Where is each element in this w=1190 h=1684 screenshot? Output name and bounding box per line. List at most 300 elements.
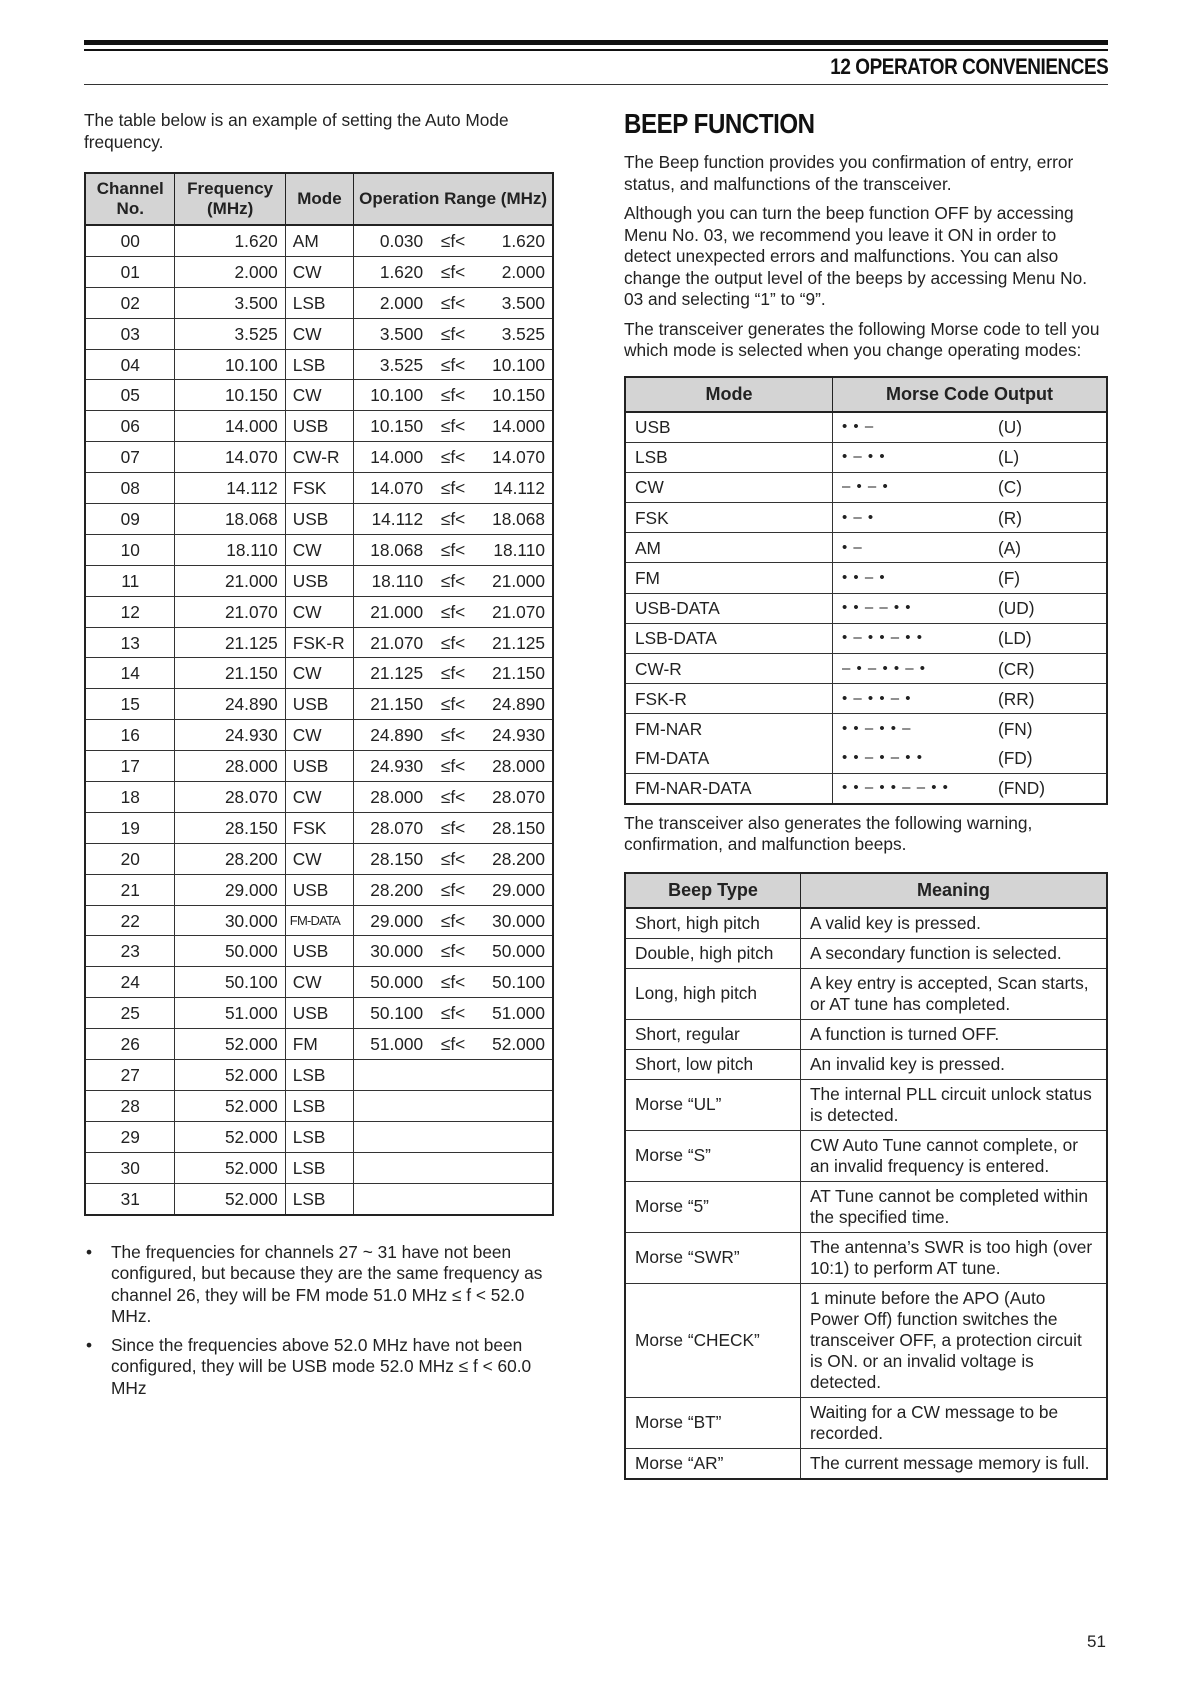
- table-row: [85, 689, 553, 720]
- range-low: 28.000: [370, 786, 424, 807]
- beep-type: Morse “AR”: [625, 1448, 801, 1479]
- frequency: 52.000: [175, 1090, 285, 1121]
- beep-type-table: [624, 872, 1108, 1480]
- range-operator: ≤f<: [440, 663, 466, 684]
- table-row: [625, 908, 1107, 939]
- table-row: [625, 503, 1107, 533]
- beep-type: Short, regular: [625, 1019, 801, 1049]
- range-low: 0.030: [379, 230, 424, 251]
- range-operator: ≤f<: [440, 601, 466, 622]
- mode: USB: [625, 412, 833, 443]
- channel-number: 10: [85, 534, 175, 565]
- header-rule-thin: [84, 49, 1108, 51]
- morse-letter: (FN): [998, 718, 1033, 739]
- table-row: [85, 565, 553, 596]
- range-high: 21.000: [492, 570, 545, 591]
- mode: CW: [285, 782, 353, 813]
- range-high: 28.000: [492, 756, 545, 777]
- header-meaning: Meaning: [801, 873, 1108, 908]
- frequency: 52.000: [175, 1152, 285, 1183]
- channel-number: 24: [85, 967, 175, 998]
- morse-code: • • – – • •: [842, 599, 912, 617]
- mode: CW: [285, 658, 353, 689]
- table-row: [85, 473, 553, 504]
- beep-meaning: A key entry is accepted, Scan starts, or AT tune has completed.: [801, 968, 1108, 1019]
- table-row: [85, 936, 553, 967]
- mode: FSK-R: [285, 627, 353, 658]
- table-row: [625, 1283, 1107, 1397]
- mode: USB: [285, 689, 353, 720]
- range-high: 3.500: [501, 292, 545, 313]
- operation-range: [354, 627, 553, 658]
- table-header-row: [85, 173, 553, 225]
- table-header-row: [625, 377, 1107, 412]
- range-high: 21.125: [492, 632, 545, 653]
- morse-code: • • – • • – – • •: [842, 779, 949, 797]
- range-low: 51.000: [370, 1034, 424, 1055]
- operation-range: [354, 751, 553, 782]
- channel-number: 02: [85, 287, 175, 318]
- morse-output: [833, 773, 1108, 804]
- morse-code: • –: [842, 538, 863, 556]
- operation-range: [354, 782, 553, 813]
- beep-type: Morse “5”: [625, 1181, 801, 1232]
- table-row: [625, 412, 1107, 443]
- range-low: 10.100: [370, 385, 424, 406]
- range-operator: ≤f<: [440, 385, 466, 406]
- table-row: [85, 411, 553, 442]
- note-text: The frequencies for channels 27 ~ 31 have not been configured, but because they are the same frequency as channel 26, they will be FM mode 51.0 MHz ≤ f < 52.0 MHz.: [111, 1241, 543, 1326]
- range-low: 28.150: [370, 848, 424, 869]
- frequency: 50.000: [175, 936, 285, 967]
- table-row: [625, 472, 1107, 502]
- morse-code: • • –: [842, 418, 875, 436]
- range-low: 21.070: [370, 632, 424, 653]
- operation-range: [354, 812, 553, 843]
- table-row: [625, 1049, 1107, 1079]
- channel-number: 12: [85, 596, 175, 627]
- channel-number: 26: [85, 1029, 175, 1060]
- bullet-icon: •: [86, 1334, 93, 1355]
- range-operator: ≤f<: [440, 756, 466, 777]
- channel-number: 20: [85, 843, 175, 874]
- channel-number: 31: [85, 1183, 175, 1214]
- frequency: 28.150: [175, 812, 285, 843]
- operation-range: [354, 874, 553, 905]
- range-operator: ≤f<: [440, 817, 466, 838]
- range-low: 28.200: [370, 879, 424, 900]
- operation-range: [354, 411, 553, 442]
- morse-code: – • – •: [842, 478, 889, 496]
- frequency: 10.100: [175, 349, 285, 380]
- table-row: [625, 1397, 1107, 1448]
- channel-number: 22: [85, 905, 175, 936]
- operation-range: [354, 1121, 553, 1152]
- range-high: 1.620: [501, 230, 545, 251]
- table-row: [625, 773, 1107, 804]
- operation-range: [354, 1152, 553, 1183]
- beep-type: Double, high pitch: [625, 938, 801, 968]
- range-operator: ≤f<: [440, 478, 466, 499]
- mode: LSB: [625, 442, 833, 472]
- header-range: Operation Range (MHz): [354, 173, 553, 225]
- mode: USB: [285, 504, 353, 535]
- range-high: 51.000: [492, 1003, 545, 1024]
- beep-type: Morse “SWR”: [625, 1232, 801, 1283]
- morse-output: [833, 714, 1108, 744]
- table-row: [85, 1183, 553, 1214]
- morse-output: [833, 623, 1108, 653]
- morse-output: [833, 684, 1108, 714]
- beep-meaning: The antenna’s SWR is too high (over 10:1) to perform AT tune.: [801, 1232, 1108, 1283]
- mode: FM-DATA: [285, 905, 353, 936]
- beep-meaning: A function is turned OFF.: [801, 1019, 1108, 1049]
- operation-range: [354, 936, 553, 967]
- range-operator: ≤f<: [440, 230, 466, 251]
- table-row: [625, 714, 1107, 744]
- page-number: 51: [1087, 1632, 1106, 1651]
- frequency: 21.000: [175, 565, 285, 596]
- operation-range: [354, 318, 553, 349]
- range-low: 2.000: [379, 292, 424, 313]
- mode: USB-DATA: [625, 593, 833, 623]
- operation-range: [354, 225, 553, 256]
- table-row: [625, 1181, 1107, 1232]
- paragraph: The transceiver generates the following Morse code to tell you which mode is selected when you change operating modes:: [624, 318, 1100, 360]
- note-item: [84, 1242, 554, 1328]
- mode: LSB: [285, 1152, 353, 1183]
- beep-type: Short, high pitch: [625, 908, 801, 939]
- table-row: [625, 1448, 1107, 1479]
- morse-output: [833, 654, 1108, 684]
- channel-number: 23: [85, 936, 175, 967]
- range-high: 14.112: [493, 478, 545, 499]
- morse-code: • • – • – • •: [842, 749, 923, 767]
- morse-output: [833, 563, 1108, 593]
- frequency: 18.068: [175, 504, 285, 535]
- range-high: 21.070: [492, 601, 545, 622]
- mode: FM-NAR-DATA: [625, 773, 833, 804]
- range-low: 10.150: [370, 416, 424, 437]
- intro-text: The table below is an example of setting the Auto Mode frequency.: [84, 110, 509, 152]
- channel-table: [84, 172, 554, 1216]
- mode: FSK: [625, 503, 833, 533]
- morse-output: [833, 533, 1108, 563]
- mode: CW: [285, 596, 353, 627]
- mode: CW: [285, 380, 353, 411]
- operation-range: [354, 596, 553, 627]
- notes-list: [84, 1242, 554, 1400]
- operation-range: [354, 473, 553, 504]
- mode: CW: [285, 720, 353, 751]
- frequency: 2.000: [175, 256, 285, 287]
- beep-meaning: A valid key is pressed.: [801, 908, 1108, 939]
- range-low: 50.100: [370, 1003, 424, 1024]
- operation-range: [354, 658, 553, 689]
- range-low: 30.000: [370, 941, 424, 962]
- channel-number: 03: [85, 318, 175, 349]
- mode: LSB: [285, 1060, 353, 1091]
- frequency: 30.000: [175, 905, 285, 936]
- beep-meaning: CW Auto Tune cannot complete, or an invalid frequency is entered.: [801, 1130, 1108, 1181]
- morse-code: • • – • • –: [842, 719, 912, 737]
- frequency: 1.620: [175, 225, 285, 256]
- range-high: 14.070: [492, 447, 545, 468]
- table-row: [85, 782, 553, 813]
- header-morse-output: Morse Code Output: [833, 377, 1108, 412]
- morse-code: • – • • – •: [842, 689, 912, 707]
- range-low: 14.070: [370, 478, 424, 499]
- frequency: 3.500: [175, 287, 285, 318]
- mode: CW: [285, 534, 353, 565]
- frequency: 29.000: [175, 874, 285, 905]
- mode: FSK: [285, 473, 353, 504]
- range-low: 3.525: [379, 354, 424, 375]
- morse-output: [833, 472, 1108, 502]
- table-row: [85, 998, 553, 1029]
- operation-range: [354, 287, 553, 318]
- mode: LSB: [285, 349, 353, 380]
- channel-number: 14: [85, 658, 175, 689]
- frequency: 28.000: [175, 751, 285, 782]
- table-row: [85, 874, 553, 905]
- mode: LSB: [285, 1183, 353, 1214]
- frequency: 24.930: [175, 720, 285, 751]
- frequency: 28.070: [175, 782, 285, 813]
- range-high: 10.100: [492, 354, 545, 375]
- mode: FM-DATA: [625, 744, 833, 774]
- morse-code-table: [624, 376, 1108, 805]
- frequency: 52.000: [175, 1183, 285, 1214]
- table-row: [85, 1060, 553, 1091]
- range-high: 18.110: [493, 539, 545, 560]
- table-row: [85, 843, 553, 874]
- channel-number: 29: [85, 1121, 175, 1152]
- operation-range: [354, 689, 553, 720]
- morse-code: • – • • – • •: [842, 629, 923, 647]
- table-row: [85, 442, 553, 473]
- header-frequency: Frequency (MHz): [175, 173, 285, 225]
- frequency: 28.200: [175, 843, 285, 874]
- range-operator: ≤f<: [440, 786, 466, 807]
- channel-number: 18: [85, 782, 175, 813]
- operation-range: [354, 1029, 553, 1060]
- morse-letter: (R): [998, 507, 1022, 528]
- morse-letter: (CR): [998, 658, 1035, 679]
- morse-output: [833, 442, 1108, 472]
- operation-range: [354, 504, 553, 535]
- beep-meaning: Waiting for a CW message to be recorded.: [801, 1397, 1108, 1448]
- range-low: 1.620: [379, 261, 424, 282]
- table-row: [85, 287, 553, 318]
- range-low: 18.110: [371, 570, 424, 591]
- channel-number: 17: [85, 751, 175, 782]
- mode: CW: [285, 843, 353, 874]
- beep-meaning: An invalid key is pressed.: [801, 1049, 1108, 1079]
- range-operator: ≤f<: [440, 941, 466, 962]
- table-row: [625, 654, 1107, 684]
- range-operator: ≤f<: [440, 972, 466, 993]
- morse-output: [833, 744, 1108, 774]
- channel-number: 11: [85, 565, 175, 596]
- frequency: 51.000: [175, 998, 285, 1029]
- channel-number: 16: [85, 720, 175, 751]
- frequency: 52.000: [175, 1060, 285, 1091]
- range-operator: ≤f<: [440, 725, 466, 746]
- table-row: [85, 256, 553, 287]
- beep-meaning: A secondary function is selected.: [801, 938, 1108, 968]
- range-low: 3.500: [379, 323, 424, 344]
- mode: FM-NAR: [625, 714, 833, 744]
- table-row: [85, 751, 553, 782]
- table-row: [85, 380, 553, 411]
- range-high: 28.150: [492, 817, 545, 838]
- frequency: 14.000: [175, 411, 285, 442]
- mode: CW: [285, 967, 353, 998]
- channel-number: 04: [85, 349, 175, 380]
- beep-meaning: The internal PLL circuit unlock status is detected.: [801, 1079, 1108, 1130]
- beep-type: Morse “CHECK”: [625, 1283, 801, 1397]
- right-column: [624, 108, 1108, 1480]
- mode: LSB-DATA: [625, 623, 833, 653]
- channel-number: 06: [85, 411, 175, 442]
- frequency: 52.000: [175, 1121, 285, 1152]
- table-row: [85, 1029, 553, 1060]
- section-header: 12 OPERATOR CONVENIENCES: [829, 54, 1108, 79]
- table-row: [625, 1079, 1107, 1130]
- beep-meaning: AT Tune cannot be completed within the specified time.: [801, 1181, 1108, 1232]
- morse-letter: (C): [998, 477, 1022, 498]
- operation-range: [354, 565, 553, 596]
- channel-number: 30: [85, 1152, 175, 1183]
- operation-range: [354, 998, 553, 1029]
- mode: FSK: [285, 812, 353, 843]
- operation-range: [354, 1183, 553, 1214]
- header-rule-thick: [84, 40, 1108, 45]
- mode: LSB: [285, 1090, 353, 1121]
- channel-number: 09: [85, 504, 175, 535]
- channel-number: 05: [85, 380, 175, 411]
- beep-type: Short, low pitch: [625, 1049, 801, 1079]
- channel-number: 28: [85, 1090, 175, 1121]
- table-row: [85, 720, 553, 751]
- range-low: 24.890: [370, 725, 424, 746]
- mode: AM: [625, 533, 833, 563]
- mode: USB: [285, 751, 353, 782]
- operation-range: [354, 534, 553, 565]
- range-operator: ≤f<: [440, 570, 466, 591]
- beep-meaning: 1 minute before the APO (Auto Power Off) function switches the transceiver OFF, a protection circuit is ON. or an invalid voltage is detected.: [801, 1283, 1108, 1397]
- warning-intro: The transceiver also generates the following warning, confirmation, and malfunction beeps.: [624, 812, 1033, 855]
- mode: CW: [285, 256, 353, 287]
- range-low: 21.000: [370, 601, 424, 622]
- channel-number: 01: [85, 256, 175, 287]
- bullet-icon: •: [86, 1241, 93, 1262]
- table-row: [85, 596, 553, 627]
- frequency: 21.070: [175, 596, 285, 627]
- frequency: 10.150: [175, 380, 285, 411]
- mode: FM: [625, 563, 833, 593]
- frequency: 24.890: [175, 689, 285, 720]
- morse-letter: (FND): [998, 778, 1046, 799]
- mode: USB: [285, 411, 353, 442]
- table-row: [85, 225, 553, 256]
- range-low: 21.150: [370, 694, 424, 715]
- mode: USB: [285, 936, 353, 967]
- table-row: [625, 563, 1107, 593]
- note-item: [84, 1335, 554, 1400]
- header-mode: Mode: [285, 173, 353, 225]
- frequency: 3.525: [175, 318, 285, 349]
- range-low: 50.000: [370, 972, 424, 993]
- channel-number: 07: [85, 442, 175, 473]
- range-high: 24.930: [492, 725, 545, 746]
- beep-meaning: The current message memory is full.: [801, 1448, 1108, 1479]
- table-row: [85, 534, 553, 565]
- range-operator: ≤f<: [440, 1003, 466, 1024]
- table-row: [85, 318, 553, 349]
- header-rule-bottom: [84, 84, 1108, 85]
- operation-range: [354, 349, 553, 380]
- range-high: 10.150: [492, 385, 545, 406]
- table-row: [625, 968, 1107, 1019]
- morse-output: [833, 503, 1108, 533]
- mode: FM: [285, 1029, 353, 1060]
- operation-range: [354, 256, 553, 287]
- range-operator: ≤f<: [440, 879, 466, 900]
- table-row: [625, 744, 1107, 774]
- morse-letter: (UD): [998, 598, 1035, 619]
- frequency: 50.100: [175, 967, 285, 998]
- mode: CW-R: [625, 654, 833, 684]
- mode: CW-R: [285, 442, 353, 473]
- table-row: [625, 1232, 1107, 1283]
- range-high: 3.525: [501, 323, 545, 344]
- frequency: 21.125: [175, 627, 285, 658]
- range-high: 18.068: [492, 508, 545, 529]
- range-operator: ≤f<: [440, 632, 466, 653]
- table-row: [625, 1019, 1107, 1049]
- range-high: 50.100: [492, 972, 545, 993]
- morse-output: [833, 593, 1108, 623]
- header-beep-type: Beep Type: [625, 873, 801, 908]
- frequency: 14.070: [175, 442, 285, 473]
- range-operator: ≤f<: [440, 323, 466, 344]
- range-low: 21.125: [370, 663, 424, 684]
- range-operator: ≤f<: [440, 694, 466, 715]
- table-row: [625, 684, 1107, 714]
- channel-number: 21: [85, 874, 175, 905]
- morse-code: • – •: [842, 508, 875, 526]
- frequency: 52.000: [175, 1029, 285, 1060]
- morse-letter: (RR): [998, 688, 1035, 709]
- channel-number: 00: [85, 225, 175, 256]
- frequency: 18.110: [175, 534, 285, 565]
- table-row: [625, 623, 1107, 653]
- table-row: [625, 442, 1107, 472]
- table-row: [625, 533, 1107, 563]
- mode: LSB: [285, 287, 353, 318]
- beep-function-title: BEEP FUNCTION: [624, 108, 815, 139]
- paragraph: The Beep function provides you confirmation of entry, error status, and malfunctions of the transceiver.: [624, 152, 1074, 194]
- range-low: 14.000: [370, 447, 424, 468]
- mode: USB: [285, 998, 353, 1029]
- operation-range: [354, 1090, 553, 1121]
- channel-number: 27: [85, 1060, 175, 1091]
- range-high: 52.000: [492, 1034, 545, 1055]
- mode: USB: [285, 565, 353, 596]
- paragraph: Although you can turn the beep function OFF by accessing Menu No. 03, we recommend you leave it ON in order to detect unexpected errors and malfunctions. You can also change the output level of the beeps by accessing Menu No. 03 and selecting “1” to “9”.: [624, 203, 1088, 309]
